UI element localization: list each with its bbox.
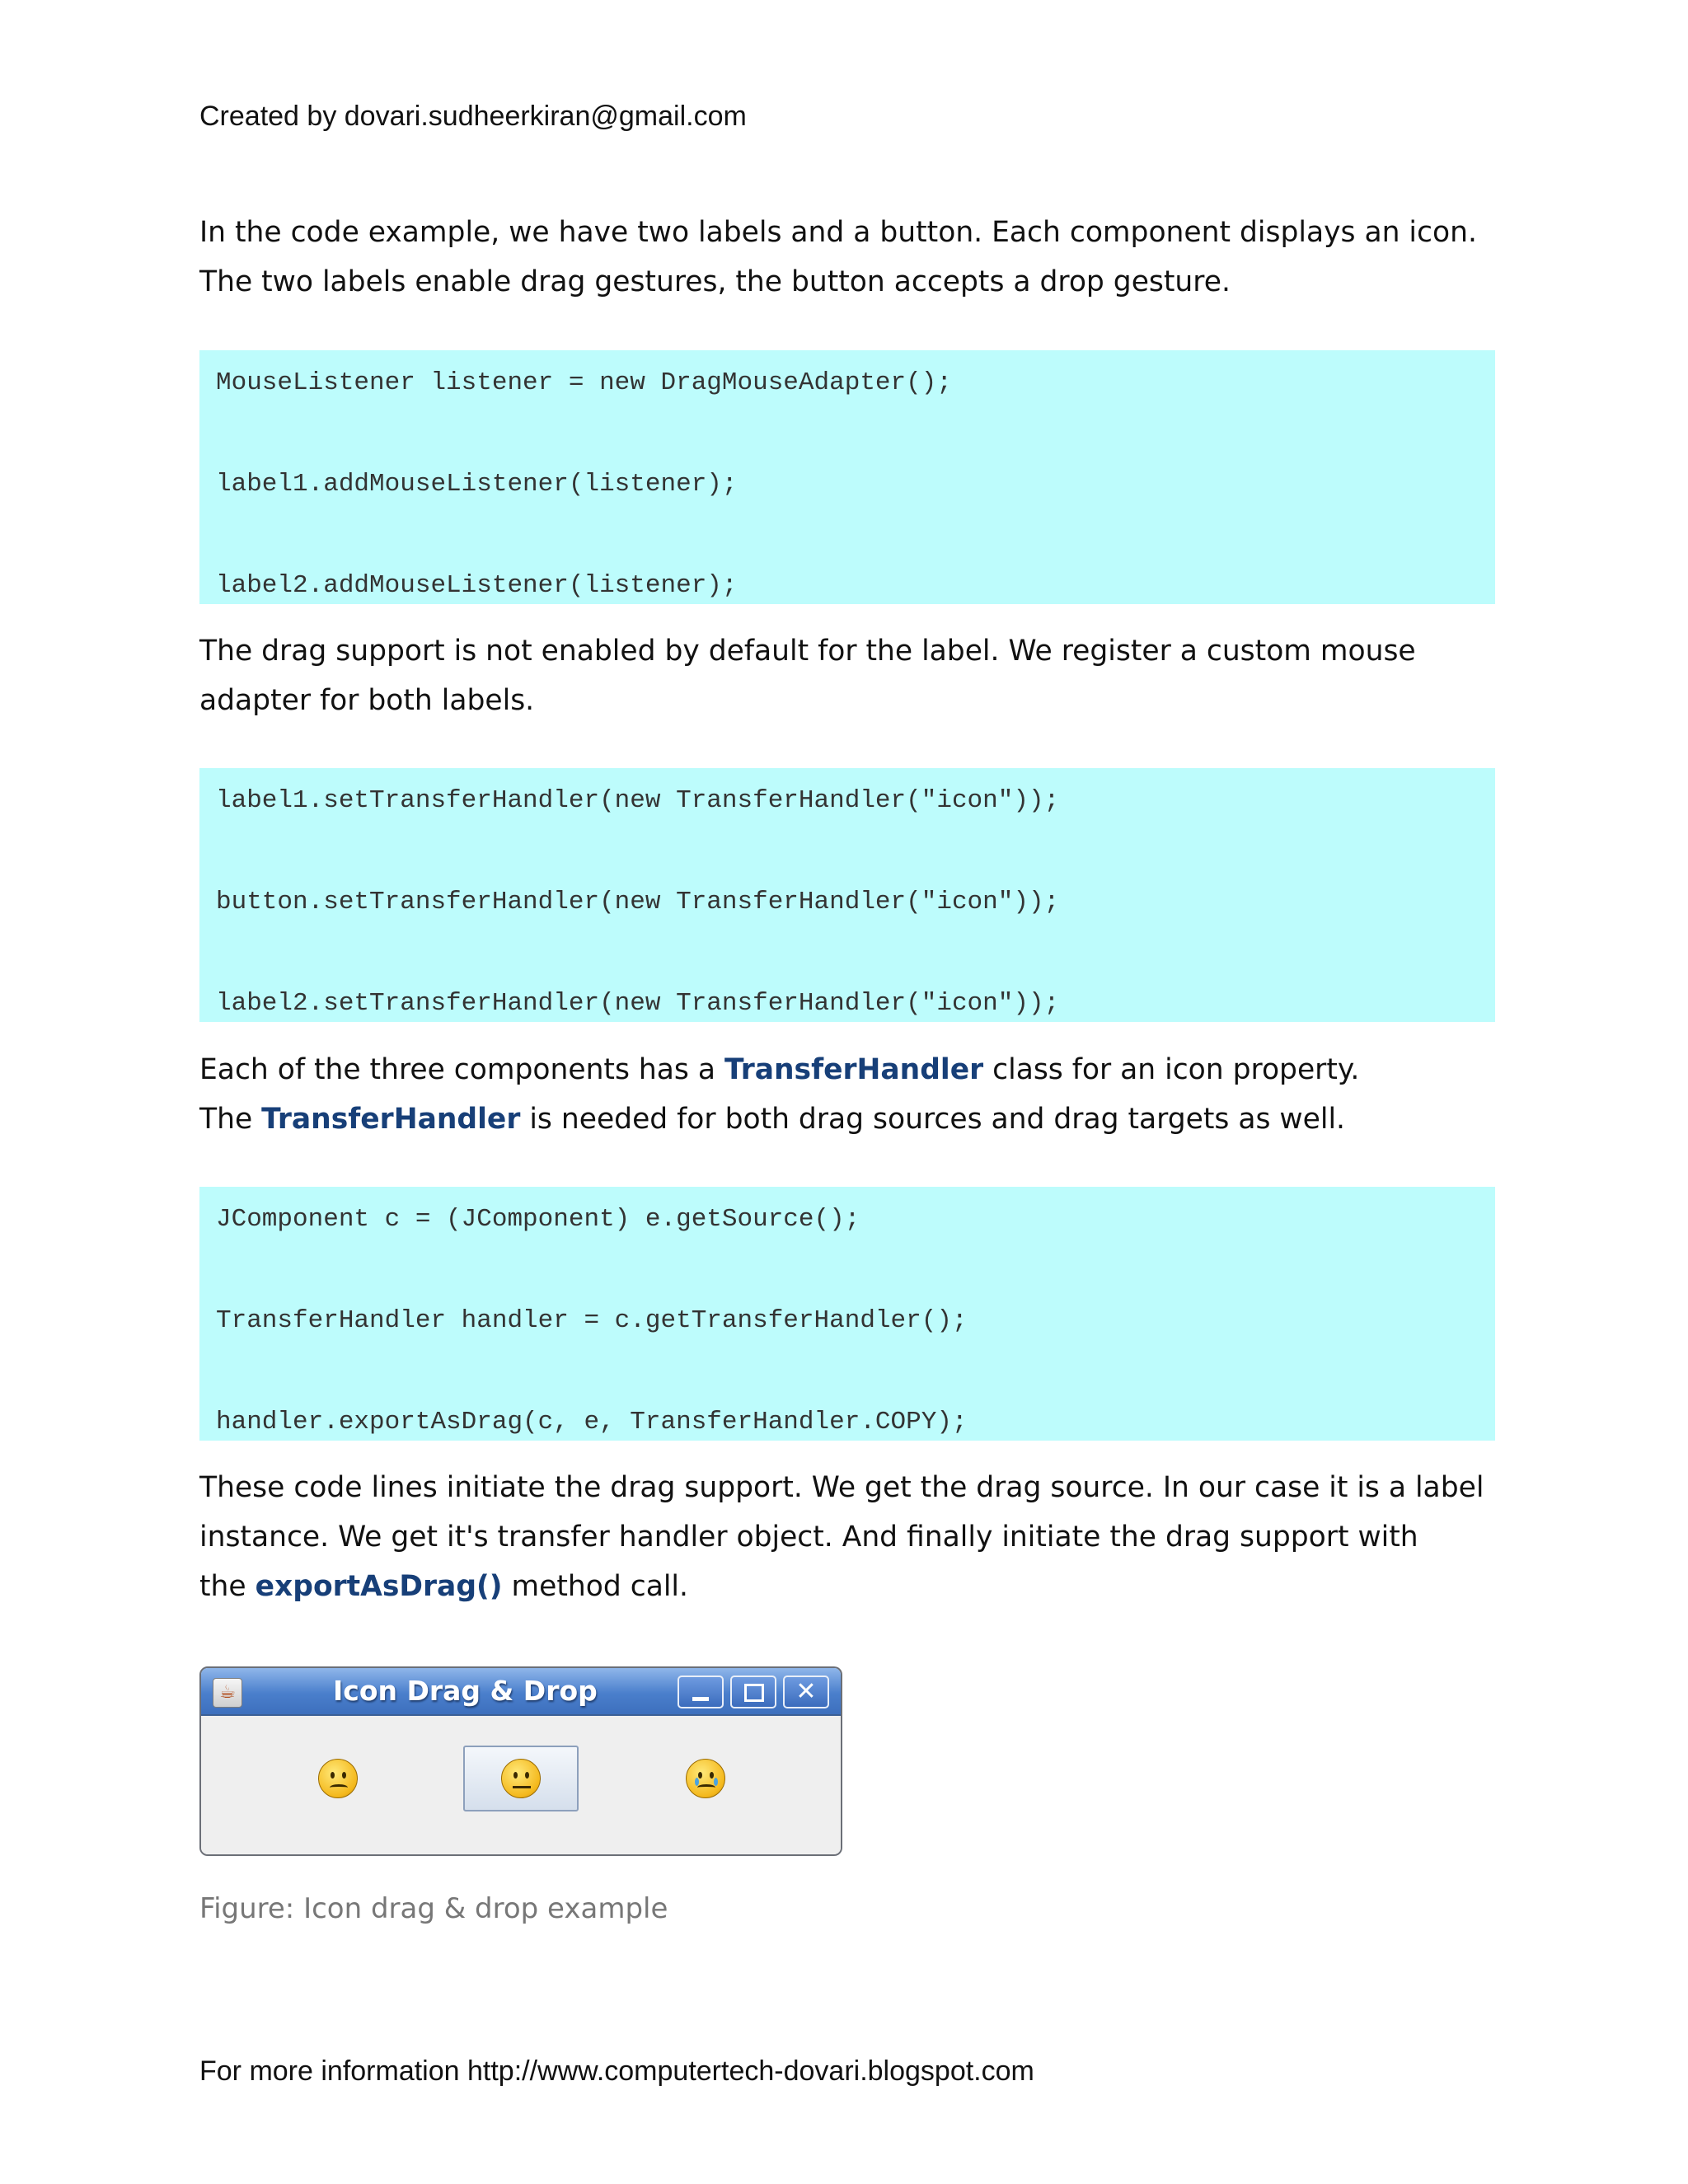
face-eye (525, 1772, 529, 1779)
close-icon: ✕ (795, 1677, 817, 1706)
code-line: label2.setTransferHandler(new TransferHandler("icon")); (216, 989, 1060, 1018)
code-line: TransferHandler handler = c.getTransferHandler(); (216, 1306, 968, 1335)
text-run: is needed for both drag sources and drag targets as well. (520, 1103, 1345, 1136)
highlight-export-as-drag: exportAsDrag() (255, 1570, 503, 1603)
code-block-export-drag (199, 1187, 1495, 1441)
text-run: class for an icon property. (983, 1053, 1360, 1086)
drop-target-button[interactable] (463, 1746, 579, 1811)
minimize-button[interactable] (678, 1675, 724, 1708)
face-eye (513, 1772, 518, 1779)
face-tear (714, 1778, 718, 1786)
maximize-button[interactable] (730, 1675, 776, 1708)
icon-drag-drop-window (199, 1666, 842, 1856)
code-line: label2.addMouseListener(listener); (216, 571, 738, 600)
figure-caption: Figure: Icon drag & drop example (199, 1892, 668, 1925)
code-line: handler.exportAsDrag(c, e, TransferHandler.COPY); (216, 1408, 968, 1436)
paragraph-line: These code lines initiate the drag support. We get the drag source. In our case it is a label (199, 1471, 1484, 1504)
crying-face-icon[interactable] (686, 1759, 725, 1798)
paragraph-line (199, 1562, 1502, 1611)
highlight-transfer-handler: TransferHandler (261, 1103, 521, 1136)
maximize-icon (744, 1684, 764, 1702)
paragraph-line: adapter for both labels. (199, 684, 535, 717)
code-line: button.setTransferHandler(new TransferHandler("icon")); (216, 888, 1060, 916)
paragraph-line: The drag support is not enabled by default for the label. We register a custom mouse (199, 635, 1416, 668)
text-run: the (199, 1570, 256, 1603)
face-eye (698, 1772, 702, 1779)
paragraph-intro (199, 208, 1502, 307)
window-content (201, 1716, 841, 1856)
code-line: JComponent c = (JComponent) e.getSource(); (216, 1205, 860, 1234)
paragraph-initiate-drag (199, 1463, 1502, 1611)
window-titlebar[interactable] (201, 1668, 841, 1716)
text-run: The (199, 1103, 262, 1136)
code-line: label1.addMouseListener(listener); (216, 470, 738, 499)
paragraph-line (199, 1094, 1502, 1144)
face-mouth (513, 1786, 531, 1793)
paragraph-line: The two labels enable drag gestures, the button accepts a drop gesture. (199, 265, 1231, 298)
window-title: Icon Drag & Drop (333, 1675, 598, 1707)
face-tear (695, 1778, 699, 1786)
page-footer: For more information http://www.computertech-dovari.blogspot.com (199, 2055, 1034, 2087)
minimize-icon (692, 1697, 709, 1701)
sad-face-icon[interactable] (318, 1759, 358, 1798)
code-block-mouse-listener (199, 350, 1495, 604)
java-cup-icon[interactable]: ☕ (213, 1678, 242, 1708)
face-eye (331, 1772, 335, 1779)
close-button[interactable] (783, 1675, 829, 1708)
code-line: label1.setTransferHandler(new TransferHandler("icon")); (216, 786, 1060, 815)
paragraph-line: In the code example, we have two labels and a button. Each component displays an icon. (199, 216, 1477, 249)
text-run: method call. (502, 1570, 688, 1603)
highlight-transfer-handler: TransferHandler (724, 1053, 984, 1086)
paragraph-drag-support (199, 626, 1502, 725)
paragraph-transfer-handler (199, 1045, 1502, 1144)
neutral-face-icon (501, 1759, 541, 1798)
face-mouth (330, 1784, 348, 1791)
code-line: MouseListener listener = new DragMouseAdapter(); (216, 368, 952, 397)
paragraph-line (199, 1045, 1502, 1094)
face-eye (710, 1772, 714, 1779)
code-block-transfer-handler (199, 768, 1495, 1022)
page-header: Created by dovari.sudheerkiran@gmail.com (199, 101, 747, 132)
paragraph-line: instance. We get it's transfer handler object. And finally initiate the drag support with (199, 1521, 1418, 1554)
face-eye (342, 1772, 346, 1779)
face-mouth (697, 1784, 715, 1791)
text-run: Each of the three components has a (199, 1053, 724, 1086)
